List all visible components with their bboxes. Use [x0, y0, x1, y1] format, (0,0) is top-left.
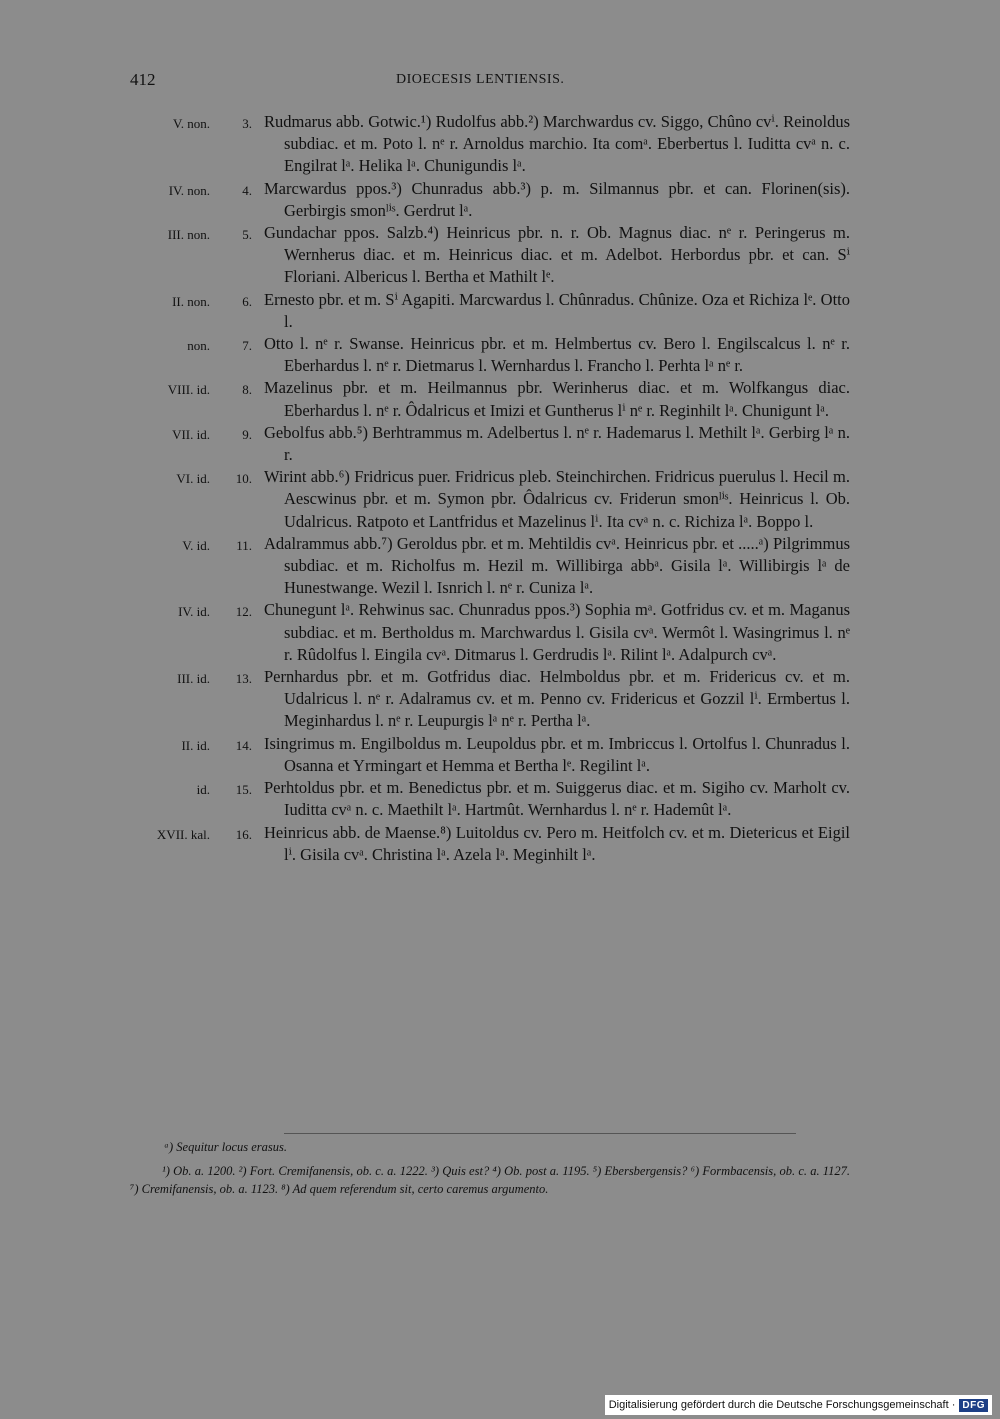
- entry-text: Marcwardus ppos.³) Chunradus abb.³) p. m. Silmannus pbr. et can. Florinen(sis). Gerbirgis smonˡⁱˢ. Gerdrut lᵃ.: [264, 178, 850, 220]
- entry-date: V. non.: [173, 116, 210, 131]
- entry-text: Heinricus abb. de Maense.⁸) Luitoldus cv. Pero m. Heitfolch cv. et m. Dietericus et Eigil lⁱ. Gisila cvᵃ. Christina lᵃ. Azela lᵃ. Meginhilt lᵃ.: [264, 822, 850, 864]
- entry-date: XVII. kal.: [156, 826, 210, 842]
- entry-date: id.: [196, 782, 210, 798]
- necrology-entry: [130, 599, 850, 666]
- entry-day-number: 14.: [235, 737, 252, 753]
- footnote-numbered: ¹) Ob. a. 1200. ²) Fort. Cremifanensis, ob. c. a. 1222. ³) Quis est? ⁴) Ob. post a. 1195. ⁵) Ebersbergensis? ⁶) Formbacensis, ob. c. a. 1127. ⁷) Cremifanensis, ob. a. 1123. ⁸) Ad quem referendum sit, certo caremus argumento.: [130, 1164, 850, 1196]
- necrology-entry: [130, 289, 850, 333]
- entry-text: Isingrimus m. Engilboldus m. Leupoldus pbr. et m. Imbriccus l. Ortolfus l. Chunradus l. Osanna et Yrmingart et Hemma et Bertha lᵉ. Regilint lᵃ.: [264, 733, 850, 775]
- entry-date: II. id.: [181, 737, 210, 753]
- entry-text: Gundachar ppos. Salzb.⁴) Heinricus pbr. n. r. Ob. Magnus diac. nᵉ r. Peringerus m. Wernherus diac. et m. Heinricus diac. et m. Adelbot. Herbordus pbr. et can. Sⁱ Floriani. Albericus l. Bertha et Mathilt lᵉ.: [264, 223, 850, 287]
- entry-text: Mazelinus pbr. et m. Heilmannus pbr. Werinherus diac. et m. Wolfkangus diac. Eberhardus l. nᵉ r. Ôdalricus et Imizi et Guntherus lⁱ nᵉ r. Reginhilt lᵃ. Chunigunt lᵃ.: [264, 378, 850, 420]
- necrology-entry: [130, 822, 850, 866]
- entry-date: VI. id.: [176, 471, 210, 487]
- entry-date: VIII. id.: [167, 382, 210, 398]
- entry-text: Chunegunt lᵃ. Rehwinus sac. Chunradus ppos.³) Sophia mᵃ. Gotfridus cv. et m. Maganus subdiac. et m. Bertholdus m. Marchwardus l. Gisila cvᵃ. Wermôt l. Wasingrimus l. nᵉ r. Rûdolfus l. Eingila cvᵃ. Ditmarus l. Gerdrudis lᵃ. Rilint lᵃ. Adalpurch cvᵃ.: [264, 600, 850, 664]
- necrology-entry: [130, 466, 850, 533]
- entry-day-number: 6.: [242, 293, 252, 309]
- necrology-entry: [130, 777, 850, 821]
- entry-day-number: 8.: [242, 382, 252, 398]
- entry-text: Rudmarus abb. Gotwic.¹) Rudolfus abb.²) Marchwardus cv. Siggo, Chûno cvⁱ. Reinoldus subdiac. et m. Poto l. nᵉ r. Arnoldus marchio. Ita comᵃ. Eberbertus l. Iuditta cvᵃ n. c. Engilrat lᵃ. Helika lᵃ. Chunigundis lᵃ.: [264, 112, 850, 176]
- entry-day-number: 12.: [235, 604, 252, 620]
- entry-text: Adalrammus abb.⁷) Geroldus pbr. et m. Mehtildis cvᵃ. Heinricus pbr. et .....ᵃ) Pilgrimmus subdiac. et m. Richolfus m. Hezil m. Willibirga abbᵃ. Gisila lᵃ. Willibirgis lᵃ de Hunestwange. Wezil l. Isnrich l. nᵉ r. Cuniza lᵃ.: [264, 533, 850, 598]
- running-title: DIOECESIS LENTIENSIS.: [396, 72, 565, 87]
- entry-date: VII. id.: [172, 426, 210, 442]
- dfg-logo-icon: DFG: [959, 1399, 988, 1412]
- entry-day-number: 13.: [235, 671, 252, 687]
- footnotes: [130, 1138, 850, 1198]
- entry-date: IV. non.: [168, 182, 210, 198]
- entry-date: III. non.: [167, 227, 210, 243]
- entry-day-number: 10.: [235, 471, 252, 487]
- entry-date: IV. id.: [178, 604, 210, 620]
- entry-day-number: 7.: [242, 338, 252, 354]
- entry-text: Perhtoldus pbr. et m. Benedictus pbr. et m. Suiggerus diac. et m. Sigiho cv. Marholt cv. Iuditta cvᵃ n. c. Maethilt lᵃ. Hartmût. Wernhardus l. nᵉ r. Hademût lᵃ.: [264, 778, 850, 820]
- entry-text: Pernhardus pbr. et m. Gotfridus diac. Helmboldus pbr. et m. Fridericus cv. et m. Udalricus l. nᵉ r. Adalramus cv. et m. Penno cv. Fridericus et Gozzil lⁱ. Ermbertus l. Meginhardus l. nᵉ r. Leupurgis lᵃ nᵉ r. Pertha lᵃ.: [264, 667, 850, 731]
- entry-day-number: 15.: [235, 782, 252, 798]
- dfg-banner-text: Digitalisierung gefördert durch die Deutsche Forschungsgemeinschaft ·: [608, 1399, 956, 1411]
- necrology-entry: [130, 422, 850, 466]
- necrology-entry: [130, 111, 850, 178]
- necrology-entry: [130, 178, 850, 222]
- entry-day-number: 11.: [236, 537, 252, 553]
- page-header: [130, 70, 850, 94]
- necrology-entry: [130, 533, 850, 600]
- necrology-entry: [130, 666, 850, 733]
- entry-day-number: 4.: [242, 182, 252, 198]
- entry-date: III. id.: [177, 671, 210, 687]
- entry-text: Ernesto pbr. et m. Sⁱ Agapiti. Marcwardus l. Chûnradus. Chûnize. Oza et Richiza lᵉ. Otto l.: [264, 289, 850, 331]
- entry-text: Otto l. nᵉ r. Swanse. Heinricus pbr. et m. Helmbertus cv. Bero l. Engilscalcus l. nᵉ r. Eberhardus l. nᵉ r. Dietmarus l. Wernhardus l. Francho l. Perhta lᵃ nᵉ r.: [264, 334, 850, 376]
- entry-day-number: 3.: [242, 116, 252, 131]
- entry-day-number: 5.: [242, 227, 252, 243]
- necrology-entry: [130, 733, 850, 777]
- entry-text: Gebolfus abb.⁵) Berhtrammus m. Adelbertus l. nᵉ r. Hademarus l. Methilt lᵃ. Gerbirg lᵃ n. r.: [264, 422, 850, 465]
- necrology-entry: [130, 333, 850, 377]
- necrology-entries: [130, 111, 850, 866]
- entry-day-number: 9.: [242, 426, 252, 442]
- entry-date: II. non.: [172, 293, 210, 309]
- entry-date: non.: [187, 338, 210, 354]
- necrology-entry: [130, 377, 850, 421]
- entry-date: V. id.: [182, 537, 210, 553]
- footnote-lettered: ᵃ) Sequitur locus erasus.: [164, 1140, 288, 1154]
- necrology-entry: [130, 222, 850, 289]
- footnote-divider: [284, 1133, 796, 1134]
- entry-text: Wirint abb.⁶) Fridricus puer. Fridricus pleb. Steinchirchen. Fridricus puerulus l. Hecil m. Aescwinus pbr. et m. Symon pbr. Ôdalricus cv. Friderun smonˡⁱˢ. Heinricus l. Ob. Udalricus. Ratpoto et Lantfridus et Mazelinus lⁱ. Ita cvᵃ n. c. Richiza lᵃ. Boppo l.: [264, 467, 850, 531]
- dfg-banner[interactable]: [605, 1395, 992, 1415]
- entry-day-number: 16.: [235, 826, 252, 842]
- page-number: 412: [130, 70, 156, 89]
